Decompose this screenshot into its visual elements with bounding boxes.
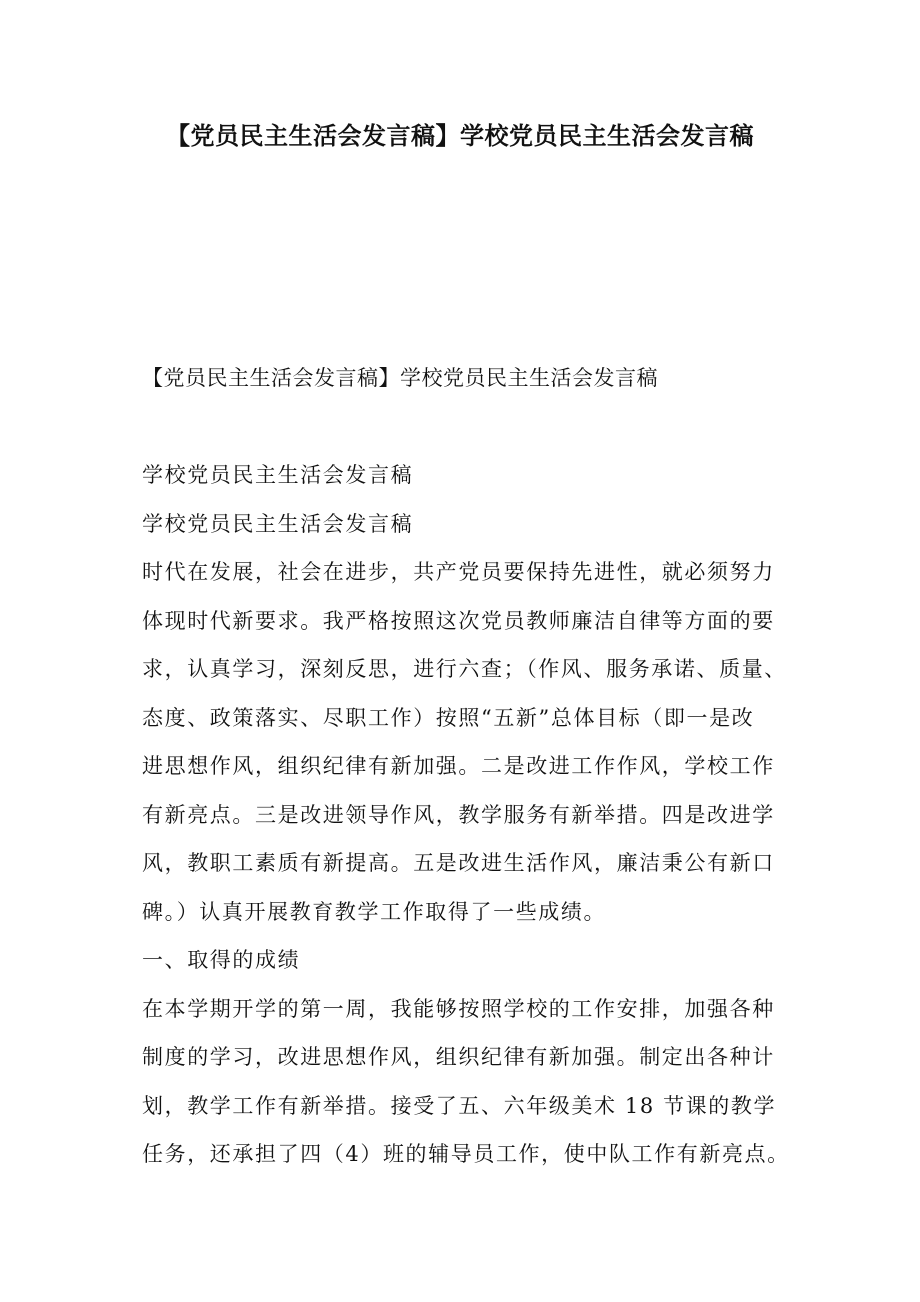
section-heading: 一、取得的成绩	[142, 948, 301, 972]
body-line: 风，教职工素质有新提高。五是改进生活作风，廉洁秉公有新口	[142, 851, 775, 875]
body-line: 有新亮点。三是改进领导作风，教学服务有新举措。四是改进学	[142, 802, 775, 827]
body-line: 制度的学习，改进思想作风，组织纪律有新加强。制定出各种计	[142, 1045, 775, 1069]
body-line: 求，认真学习，深刻反思，进行六查；（作风、服务承诺、质量、	[142, 657, 787, 681]
body-line: 碑。）认真开展教育教学工作取得了一些成绩。	[142, 899, 607, 924]
body-line: 学校党员民主生活会发言稿	[142, 511, 414, 536]
body-line: 态度、政策落实、尽职工作）按照“五新”总体目标（即一是改	[142, 705, 755, 730]
body-line: 进思想作风，组织纪律有新加强。二是改进工作作风，学校工作	[142, 754, 775, 778]
body-line: 划，教学工作有新举措。接受了五、六年级美术 18 节课的教学	[142, 1093, 777, 1118]
document-title: 【党员民主生活会发言稿】学校党员民主生活会发言稿	[166, 121, 754, 150]
body-line: 体现时代新要求。我严格按照这次党员教师廉洁自律等方面的要	[142, 608, 775, 633]
body-line: 任务，还承担了四（4）班的辅导员工作，使中队工作有新亮点。	[142, 1142, 790, 1166]
document-subtitle: 【党员民主生活会发言稿】学校党员民主生活会发言稿	[142, 366, 658, 390]
document-body	[142, 456, 792, 1184]
body-line: 时代在发展，社会在进步，共产党员要保持先进性，就必须努力	[142, 560, 775, 584]
body-line: 在本学期开学的第一周，我能够按照学校的工作安排，加强各种	[142, 996, 775, 1021]
body-line: 学校党员民主生活会发言稿	[142, 463, 414, 487]
